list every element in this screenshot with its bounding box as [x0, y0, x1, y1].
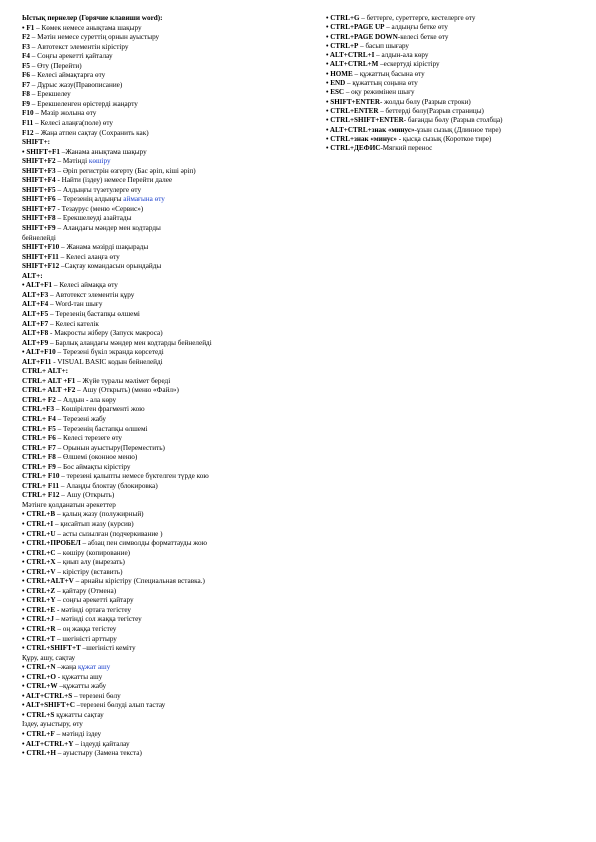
shortcut-key: • CTRL+SHIFT+T	[22, 644, 81, 653]
shortcut-key: • END	[326, 79, 346, 88]
shortcut-description: – Терезенің бастапқы өлшемі	[48, 309, 140, 318]
shortcut-description: – Ерекшеленген өрістерді жаңарту	[29, 99, 138, 108]
shortcut-description: – Келесі алаңға(поле) өту	[33, 119, 113, 128]
shortcut-line	[326, 107, 588, 116]
shortcut-line	[22, 43, 318, 53]
shortcut-key: ALT+:	[22, 271, 43, 280]
shortcut-description: – Мәзір жолына өту	[33, 109, 97, 118]
shortcut-description: – Дұрыс жазу(Правописание)	[29, 80, 123, 89]
shortcut-line	[22, 682, 318, 692]
shortcut-key: CTRL+ ALT+:	[22, 367, 69, 376]
shortcut-key: CTRL+ F9	[22, 462, 56, 471]
shortcut-description: – Ерекшелеу	[29, 90, 71, 99]
shortcut-description: – басып шығару	[358, 41, 409, 50]
shortcut-line	[22, 310, 318, 320]
shortcut-description: бейнелейді	[22, 233, 56, 242]
shortcut-description: – Өту (Перейти)	[29, 61, 82, 70]
shortcut-description: – абзац пен символды форматтауды жою	[80, 539, 208, 548]
shortcut-key: • CTRL+V	[22, 567, 56, 576]
shortcut-description: – Жанама мәзірді шақырады	[59, 243, 149, 252]
shortcut-key: • ALT+CTRL+S	[22, 691, 73, 700]
shortcut-description: Мәтінге қолданатын әрекеттер	[22, 500, 116, 509]
shortcut-description: – Келесі аймақтарға өту	[29, 71, 106, 80]
shortcut-line	[326, 79, 588, 88]
shortcut-line	[22, 425, 318, 435]
shortcut-description: – Келесі кателік	[48, 319, 99, 328]
shortcut-line	[22, 673, 318, 683]
shortcut-key: • CTRL+C	[22, 548, 56, 557]
shortcut-key: Ыстық пернелер (Горячие клавиши word):	[22, 14, 163, 22]
shortcut-line	[22, 14, 318, 24]
shortcut-key: • CTRL+ALT+V	[22, 577, 74, 586]
shortcut-key: • F1	[22, 23, 35, 32]
shortcut-key: F7	[22, 80, 30, 89]
shortcut-key: • CTRL+N	[22, 663, 56, 672]
shortcut-description: – Автотекст элементін кірістіру	[29, 42, 129, 51]
shortcut-description: –жаңа	[55, 663, 78, 672]
shortcut-key: SHIFT+F10	[22, 243, 60, 252]
shortcut-description: құжатты сақтау	[54, 710, 104, 719]
shortcut-description: – Жүйе туралы мәлімет береді	[75, 376, 171, 385]
shortcut-key: • CTRL+G	[326, 14, 360, 22]
shortcut-description: –ескертуді кірістіру	[378, 60, 440, 69]
shortcut-line	[22, 444, 318, 454]
shortcut-key: • ALT+F1	[22, 281, 53, 290]
shortcut-line	[326, 14, 588, 23]
shortcut-line	[326, 23, 588, 32]
shortcut-key: F3	[22, 42, 30, 51]
shortcut-line	[22, 530, 318, 540]
shortcut-key: • CTRL+H	[22, 749, 56, 758]
shortcut-line	[22, 24, 318, 34]
shortcut-line	[22, 405, 318, 415]
shortcut-key: • CTRL+W	[22, 682, 58, 691]
shortcut-line	[22, 33, 318, 43]
shortcut-key: • CTRL+B	[22, 510, 56, 519]
shortcut-description: – Терезені бүкіл экранда көрсетеді	[55, 348, 164, 357]
shortcut-key: SHIFT+F5	[22, 185, 56, 194]
shortcut-line	[22, 491, 318, 501]
shortcut-line	[326, 98, 588, 107]
shortcut-description: – шегіністі арттыру	[55, 634, 117, 643]
shortcut-key: ALT+F3	[22, 290, 49, 299]
shortcut-line	[22, 234, 318, 244]
shortcut-description: –Сақтау командасын орындайды	[59, 262, 162, 271]
shortcut-description: – Ашу (Открыть) (меню «Файл»)	[75, 386, 179, 395]
shortcut-description: – Алдыңғы түзетулерге өту	[55, 185, 142, 194]
shortcut-key: • CTRL+Z	[22, 586, 56, 595]
shortcut-description: – көшіру (копирование)	[55, 548, 131, 557]
shortcut-description: – Соңғы әрекетті қайталау	[29, 52, 113, 61]
shortcut-line	[22, 243, 318, 253]
shortcut-line	[22, 262, 318, 272]
shortcut-line	[22, 625, 318, 635]
shortcut-line	[22, 587, 318, 597]
shortcut-description: –шегіністі кеміту	[80, 644, 136, 653]
shortcut-key: • ALT+F10	[22, 348, 56, 357]
shortcut-key: • ALT+CTRL+Y	[22, 739, 74, 748]
shortcut-key: CTRL+ F2	[22, 395, 56, 404]
shortcut-description: - Макросты жіберу (Запуск макроса)	[48, 329, 163, 338]
shortcut-description: –Жанама анықтама шақыру	[59, 147, 147, 156]
shortcut-description: Құру, ашу, сақтау	[22, 653, 76, 662]
shortcut-key: CTRL+F3	[22, 405, 55, 414]
shortcut-description: - VISUAL BASIC кодын бейнелейді	[51, 357, 163, 366]
shortcut-key: • CTRL+T	[22, 634, 56, 643]
shortcut-description: – Терезенің алдыңғы	[55, 195, 124, 204]
shortcut-line	[22, 377, 318, 387]
hyperlink-text[interactable]: көшіру	[88, 157, 111, 166]
shortcut-key: • CTRL+U	[22, 529, 56, 538]
shortcut-line	[22, 186, 318, 196]
shortcut-line	[22, 654, 318, 664]
shortcut-line	[22, 339, 318, 349]
shortcut-description: – Өлшемі (оконное меню)	[55, 453, 138, 462]
shortcut-description: – Мәтінді	[55, 157, 89, 166]
shortcut-description: – соңғы әрекетті қайтару	[55, 596, 134, 605]
shortcut-description: – кірістіру (вставить)	[55, 567, 123, 576]
shortcut-key: • HOME	[326, 69, 353, 78]
shortcut-description: – Бос аймақты кірістіру	[55, 462, 131, 471]
shortcut-key: SHIFT+F7	[22, 204, 56, 213]
shortcut-line	[22, 520, 318, 530]
shortcut-line	[22, 510, 318, 520]
shortcut-key: • CTRL+ПРОБЕЛ	[22, 539, 81, 548]
shortcut-key: • CTRL+Y	[22, 596, 56, 605]
shortcut-description: – Мәтін немесе суреттің орнын ауыстыру	[29, 33, 160, 42]
shortcut-description: –терезені бөлуді алып тастау	[75, 701, 166, 710]
shortcut-description: - Тезаурус (меню «Сервис»)	[55, 204, 144, 213]
shortcut-line	[22, 291, 318, 301]
shortcut-description: - мәтінді ортаға тегістеу	[55, 605, 132, 614]
shortcut-line	[22, 100, 318, 110]
shortcut-description: – Көшірілген фрагменті жою	[54, 405, 145, 414]
shortcut-key: SHIFT+F9	[22, 224, 56, 233]
shortcut-line	[326, 51, 588, 60]
shortcut-description: – Жаңа атпен сақтау (Сохранить как)	[33, 128, 149, 137]
shortcut-description: Іздеу, ауыстыру, өту	[22, 720, 83, 729]
shortcut-description: – мәтінді іздеу	[54, 730, 102, 739]
shortcut-key: F6	[22, 71, 30, 80]
shortcut-description: – Ерекшелеуді азайтады	[55, 214, 132, 223]
shortcut-description: – оқу режимінен шығу	[344, 88, 415, 97]
shortcut-key: • CTRL+PAGE DOWN	[326, 32, 398, 41]
shortcut-description: – іздеуді қайталау	[73, 739, 130, 748]
shortcut-key: CTRL+ F5	[22, 424, 56, 433]
shortcut-description: – қалың жазу (полужирный)	[55, 510, 144, 519]
shortcut-line	[22, 539, 318, 549]
shortcut-key: CTRL+ ALT +F2	[22, 386, 76, 395]
shortcut-line	[22, 386, 318, 396]
shortcut-description: -Мягкий перенос	[380, 144, 433, 153]
shortcut-description: – Автотекст элементін құру	[48, 290, 135, 299]
shortcut-description: – Келесі терезеге өту	[55, 434, 123, 443]
shortcut-description: – асты сызылған (подчеркивание )	[55, 529, 163, 538]
shortcut-line	[326, 88, 588, 97]
shortcut-line	[22, 300, 318, 310]
shortcut-line	[22, 577, 318, 587]
shortcut-line	[326, 42, 588, 51]
shortcut-line	[22, 329, 318, 339]
shortcut-line	[22, 348, 318, 358]
shortcut-description: - қысқа сызық (Короткое тире)	[396, 134, 492, 143]
shortcut-description: – құжаттың соңына өту	[345, 79, 418, 88]
shortcut-description: – Келесі алаңға өту	[58, 252, 120, 261]
shortcut-line	[326, 116, 588, 125]
shortcut-key: ALT+F11	[22, 357, 52, 366]
shortcut-line	[22, 549, 318, 559]
shortcut-line	[22, 176, 318, 186]
shortcut-key: • CTRL+SHIFT+ENTER	[326, 116, 404, 125]
shortcut-key: • CTRL+ДЕФИС	[326, 144, 381, 153]
shortcut-key: ALT+F8	[22, 329, 49, 338]
shortcut-key: • CTRL+J	[22, 615, 54, 624]
shortcut-line	[22, 272, 318, 282]
shortcut-line	[22, 472, 318, 482]
shortcut-line	[22, 81, 318, 91]
shortcut-description: – ауыстыру (Замена текста)	[55, 749, 142, 758]
shortcut-line	[326, 33, 588, 42]
shortcut-description: – қисайтып жазу (курсив)	[53, 519, 134, 528]
shortcut-description: - құжатты ашу	[55, 672, 103, 681]
shortcut-line	[22, 434, 318, 444]
shortcut-line	[326, 70, 588, 79]
shortcut-description: – Көмек немесе анықтама шақыру	[34, 23, 142, 32]
shortcut-description: – Алдын - ала көру	[55, 395, 117, 404]
shortcut-line	[22, 644, 318, 654]
shortcut-key: CTRL+ F7	[22, 443, 56, 452]
shortcut-key: SHIFT+F8	[22, 214, 56, 223]
shortcut-line	[22, 615, 318, 625]
shortcut-key: SHIFT+F2	[22, 157, 56, 166]
shortcut-description: – Терезенің бастапқы өлшемі	[55, 424, 148, 433]
shortcut-line	[22, 281, 318, 291]
shortcut-key: F10	[22, 109, 34, 118]
shortcut-description: – қайтару (Отмена)	[55, 586, 117, 595]
shortcut-key: F8	[22, 90, 30, 99]
shortcut-line	[326, 144, 588, 153]
shortcut-line	[22, 205, 318, 215]
shortcut-key: CTRL+ F10	[22, 472, 60, 481]
shortcut-line	[22, 596, 318, 606]
shortcut-description: – алдын-ала көру	[374, 51, 429, 60]
shortcut-line	[22, 62, 318, 72]
shortcut-key: • ALT+CTRL+M	[326, 60, 379, 69]
shortcut-line	[22, 635, 318, 645]
shortcut-line	[22, 358, 318, 368]
shortcut-line	[326, 60, 588, 69]
shortcut-description: – Орынын ауыстыру(Переместить)	[55, 443, 165, 452]
shortcut-key: SHIFT+F4	[22, 176, 56, 185]
shortcut-description: –құжатты жабу	[57, 682, 107, 691]
shortcut-line	[22, 52, 318, 62]
shortcut-description: – мәтінді сол жаққа тегістеу	[53, 615, 142, 624]
shortcut-line	[22, 320, 318, 330]
shortcut-key: F5	[22, 61, 30, 70]
shortcut-key: SHIFT+F11	[22, 252, 59, 261]
shortcut-line	[22, 720, 318, 730]
shortcut-key: • CTRL+S	[22, 710, 55, 719]
shortcut-description: -келесі бетке өту	[397, 32, 449, 41]
shortcut-line	[22, 663, 318, 673]
shortcut-line	[22, 367, 318, 377]
shortcut-key: • CTRL+R	[22, 625, 56, 633]
shortcut-description: – терезені қалыпты немесе бүктелген түрде кою	[59, 472, 209, 481]
shortcut-line	[22, 195, 318, 205]
shortcut-key: ALT+F5	[22, 309, 49, 318]
shortcut-key: • SHIFT+ENTER	[326, 97, 381, 106]
shortcut-line	[22, 463, 318, 473]
shortcut-description: – Әріп регистрін өзгерту (Бас әріп, кіші әріп)	[55, 166, 196, 175]
shortcut-key: • CTRL+знак «минус»	[326, 134, 397, 143]
shortcut-line	[22, 453, 318, 463]
shortcut-description: – беттерді бөлу(Разрыв страницы)	[378, 106, 484, 115]
shortcut-key: ALT+F7	[22, 319, 49, 328]
shortcut-key: • CTRL+PAGE UP	[326, 23, 385, 32]
shortcut-line	[326, 135, 588, 144]
shortcut-key: SHIFT+F12	[22, 262, 60, 271]
shortcut-key: F9	[22, 99, 30, 108]
shortcut-key: CTRL+ F11	[22, 481, 60, 490]
shortcut-key: • CTRL+O	[22, 672, 56, 681]
shortcut-line	[22, 129, 318, 139]
shortcut-key: • CTRL+X	[22, 558, 56, 567]
shortcut-key: • ALT+SHIFT+C	[22, 701, 75, 710]
shortcut-key: F2	[22, 33, 30, 42]
shortcut-key: CTRL+ ALT +F1	[22, 376, 76, 385]
shortcut-key: • SHIFT+F1	[22, 147, 60, 156]
shortcut-key: • CTRL+E	[22, 605, 56, 614]
shortcut-line	[22, 568, 318, 578]
hyperlink-text[interactable]: құжат ашу	[77, 663, 111, 672]
shortcut-key: • ALT+CTRL+I	[326, 51, 375, 60]
right-column	[326, 14, 588, 153]
shortcut-line	[326, 126, 588, 135]
shortcut-key: F4	[22, 52, 30, 61]
shortcut-line	[22, 71, 318, 81]
shortcut-key: • ESC	[326, 88, 345, 97]
shortcut-line	[22, 740, 318, 750]
shortcut-line	[22, 167, 318, 177]
shortcut-line	[22, 253, 318, 263]
shortcut-key: F11	[22, 119, 34, 128]
shortcut-description: - Найти (іздеу) немесе Перейти далее	[55, 176, 173, 185]
shortcut-description: – алдыңғы бетке өту	[384, 23, 448, 32]
shortcut-line	[22, 558, 318, 568]
shortcut-description: – арнайы кірістіру (Специальная вставка.)	[73, 577, 205, 586]
shortcut-line	[22, 749, 318, 759]
shortcut-key: CTRL+ F4	[22, 414, 56, 423]
shortcut-description: – құжаттың басына өту	[352, 69, 425, 78]
shortcut-description: – Терезені жабу	[55, 414, 107, 423]
shortcut-description: – Word-тан шығу	[48, 300, 103, 309]
shortcut-description: – беттерге, суреттерге, кестелерге өту	[359, 14, 476, 22]
shortcut-line	[22, 224, 318, 234]
shortcut-key: ALT+F4	[22, 300, 49, 309]
shortcut-description: - бағанды бөлу (Разрыв столбца)	[403, 116, 503, 125]
shortcut-key: • CTRL+ENTER	[326, 106, 379, 115]
shortcut-description: – оң жаққа тегістеу	[55, 625, 117, 633]
shortcut-line	[22, 711, 318, 721]
shortcut-line	[22, 415, 318, 425]
shortcut-key: CTRL+ F6	[22, 434, 56, 443]
shortcut-line	[22, 138, 318, 148]
shortcut-line	[22, 214, 318, 224]
shortcut-description: – Келесі аймаққа өту	[52, 281, 118, 290]
shortcut-line	[22, 701, 318, 711]
shortcut-line	[22, 692, 318, 702]
shortcut-description: – Барлық алаңдағы мәндер мен кодтарды бейнелейді	[48, 338, 212, 347]
shortcut-key: CTRL+ F8	[22, 453, 56, 462]
shortcut-description: – терезені бөлу	[72, 691, 121, 700]
shortcut-key: SHIFT+F3	[22, 166, 56, 175]
shortcut-line	[22, 90, 318, 100]
shortcut-line	[22, 109, 318, 119]
shortcut-key: SHIFT+:	[22, 138, 51, 147]
shortcut-key: CTRL+ F12	[22, 491, 60, 500]
shortcut-key: • ALT+CTRL+знак «минус»	[326, 125, 415, 134]
shortcut-key: SHIFT+F6	[22, 195, 56, 204]
shortcut-line	[22, 606, 318, 616]
shortcut-line	[22, 482, 318, 492]
shortcut-line	[22, 396, 318, 406]
shortcut-line	[22, 730, 318, 740]
shortcut-line	[22, 157, 318, 167]
shortcut-key: ALT+F9	[22, 338, 49, 347]
shortcut-key: • CTRL+F	[22, 730, 55, 739]
shortcut-description: - жолды бөлу (Разрыв строки)	[380, 97, 471, 106]
shortcut-description: – Ашу (Открыть)	[59, 491, 115, 500]
shortcut-line	[22, 148, 318, 158]
shortcut-description: – Алаңдағы мәндер мен кодтарды	[55, 224, 161, 233]
shortcut-key: • CTRL+I	[22, 519, 54, 528]
shortcut-description: – Алаңды блоктау (блокировка)	[59, 481, 158, 490]
shortcut-key: • CTRL+P	[326, 41, 359, 50]
shortcut-line	[22, 501, 318, 511]
shortcut-key: F12	[22, 128, 34, 137]
hyperlink-text[interactable]: аймағына өту	[123, 195, 165, 204]
shortcut-line	[22, 119, 318, 129]
shortcut-description: – қиып алу (вырезать)	[55, 558, 125, 567]
shortcut-description: -ұзын сызық (Длинное тире)	[414, 125, 501, 134]
left-column	[22, 14, 318, 759]
